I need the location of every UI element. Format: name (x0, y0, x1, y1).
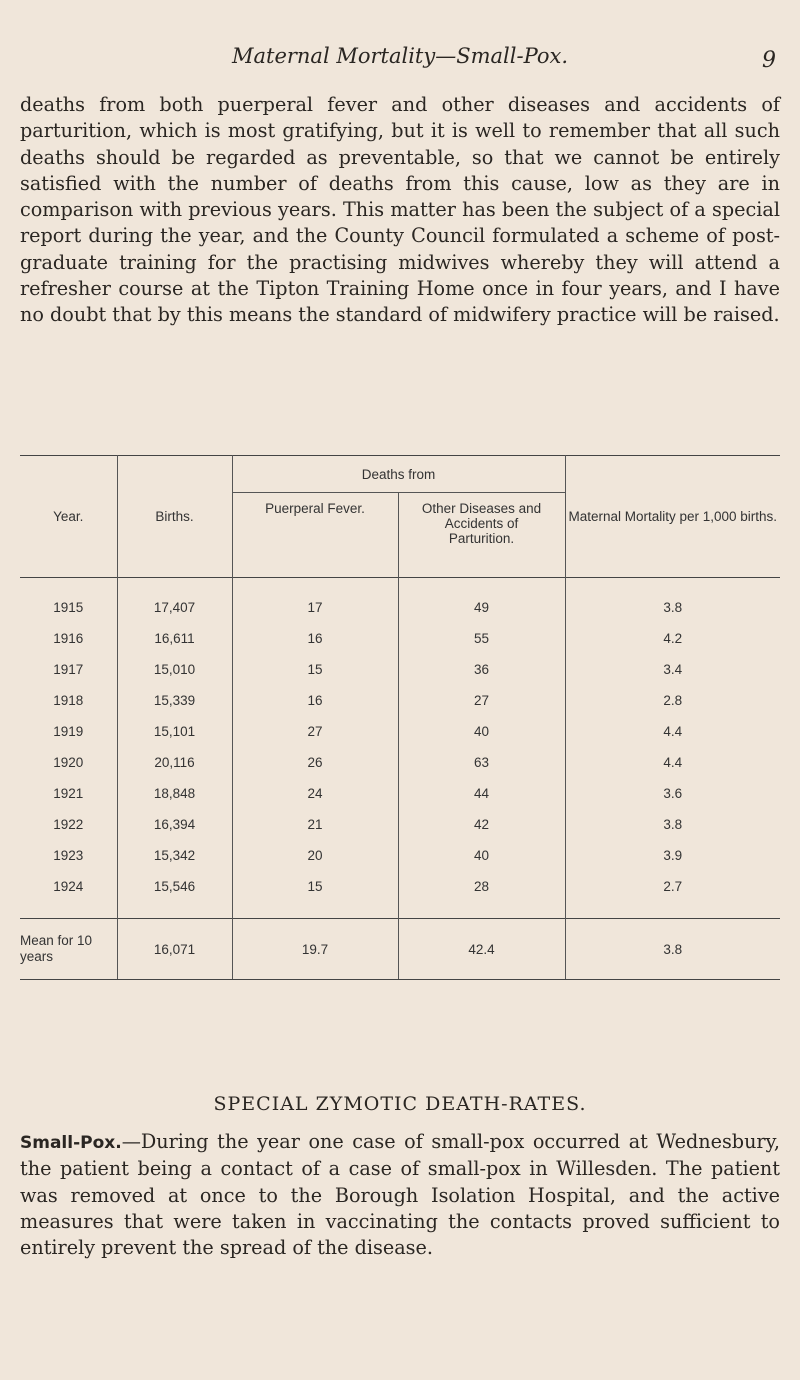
table-row (20, 716, 780, 747)
cell-puerperal: 16 (232, 623, 398, 654)
cell-maternal: 2.7 (565, 871, 780, 919)
section-heading: SPECIAL ZYMOTIC DEATH-RATES. (213, 1093, 587, 1115)
table-row (20, 871, 780, 919)
cell-year: 1920 (53, 755, 84, 770)
cell-births: 20,116 (117, 747, 232, 778)
cell-other: 40 (398, 840, 565, 871)
cell-other: 55 (398, 623, 565, 654)
cell-other: 49 (398, 578, 565, 624)
cell-births: 17,407 (117, 578, 232, 624)
cell-puerperal: 27 (232, 716, 398, 747)
cell-births: 16,611 (117, 623, 232, 654)
paragraph-text: —During the year one case of small-pox occurred at Wednesbury, the patient being a contact of a case of small-pox in Willesden. The patient was removed at once to the Borough Isolation Hospital, and the active measures that were taken in vaccinating the contacts proved sufficient to entirely prevent the spread of the disease. (20, 1130, 780, 1260)
cell-births: 15,010 (117, 654, 232, 685)
table-row (20, 654, 780, 685)
table-row (20, 747, 780, 778)
cell-maternal: 3.9 (565, 840, 780, 871)
header-deaths-from: Deaths from (232, 456, 565, 493)
cell-puerperal: 21 (232, 809, 398, 840)
cell-puerperal: 17 (232, 578, 398, 624)
mean-maternal: 3.8 (565, 919, 780, 980)
cell-births: 18,848 (117, 778, 232, 809)
cell-maternal: 4.2 (565, 623, 780, 654)
cell-year: 1916 (53, 631, 84, 646)
cell-other: 27 (398, 685, 565, 716)
cell-maternal: 3.8 (565, 809, 780, 840)
cell-births: 15,339 (117, 685, 232, 716)
cell-births: 16,394 (117, 809, 232, 840)
table-row-mean (20, 919, 780, 980)
cell-births: 15,342 (117, 840, 232, 871)
cell-maternal: 4.4 (565, 716, 780, 747)
header-births: Births. (117, 456, 232, 578)
cell-year: 1917 (53, 662, 84, 677)
cell-other: 44 (398, 778, 565, 809)
cell-puerperal: 26 (232, 747, 398, 778)
cell-puerperal: 20 (232, 840, 398, 871)
cell-other: 42 (398, 809, 565, 840)
paragraph-maternal-mortality: deaths from both puerperal fever and other diseases and accidents of parturition, which is most gratifying, but it is well to remember that all such deaths should be regarded as preventable, so that we cannot be entirely satisfied with the number of deaths from this cause, low as they are in comparison with previous years. This matter has been the subject of a special report during the year, and the County Council formulated a scheme of post-graduate training for the practising midwives whereby they will attend a refresher course at the Tipton Training Home once in four years, and I have no doubt that by this means the standard of midwifery practice will be raised. (20, 93, 780, 327)
table-row (20, 578, 780, 624)
cell-maternal: 2.8 (565, 685, 780, 716)
table-row (20, 809, 780, 840)
cell-year: 1923 (53, 848, 84, 863)
cell-maternal: 4.4 (565, 747, 780, 778)
table-row (20, 840, 780, 871)
mean-puerperal: 19.7 (232, 919, 398, 980)
cell-other: 40 (398, 716, 565, 747)
cell-year: 1918 (53, 693, 84, 708)
cell-births: 15,101 (117, 716, 232, 747)
cell-year: 1922 (53, 817, 84, 832)
running-title: Maternal Mortality—Small-Pox. (231, 44, 569, 68)
cell-year: 1919 (53, 724, 84, 739)
paragraph-small-pox (20, 1129, 780, 1261)
mean-births: 16,071 (117, 919, 232, 980)
mean-other: 42.4 (398, 919, 565, 980)
cell-puerperal: 15 (232, 654, 398, 685)
cell-births: 15,546 (117, 871, 232, 919)
cell-maternal: 3.6 (565, 778, 780, 809)
cell-year: 1921 (53, 786, 84, 801)
paragraph-lead: Small-Pox. (20, 1133, 122, 1153)
header-year: Year. (53, 509, 84, 524)
cell-maternal: 3.8 (565, 578, 780, 624)
cell-maternal: 3.4 (565, 654, 780, 685)
cell-puerperal: 24 (232, 778, 398, 809)
header-puerperal-fever: Puerperal Fever. (232, 493, 398, 578)
mean-label: Mean for 10 years (20, 919, 117, 980)
cell-year: 1924 (53, 879, 84, 894)
cell-puerperal: 15 (232, 871, 398, 919)
maternal-mortality-table (20, 455, 780, 980)
table-row (20, 623, 780, 654)
table-row (20, 685, 780, 716)
cell-puerperal: 16 (232, 685, 398, 716)
header-maternal-mortality: Maternal Mortality per 1,000 births. (565, 456, 780, 578)
header-other-diseases: Other Diseases and Accidents of Parturition. (398, 493, 565, 578)
cell-year: 1915 (53, 600, 84, 615)
table-row (20, 778, 780, 809)
cell-other: 36 (398, 654, 565, 685)
cell-other: 63 (398, 747, 565, 778)
cell-other: 28 (398, 871, 565, 919)
page-number: 9 (762, 48, 776, 73)
